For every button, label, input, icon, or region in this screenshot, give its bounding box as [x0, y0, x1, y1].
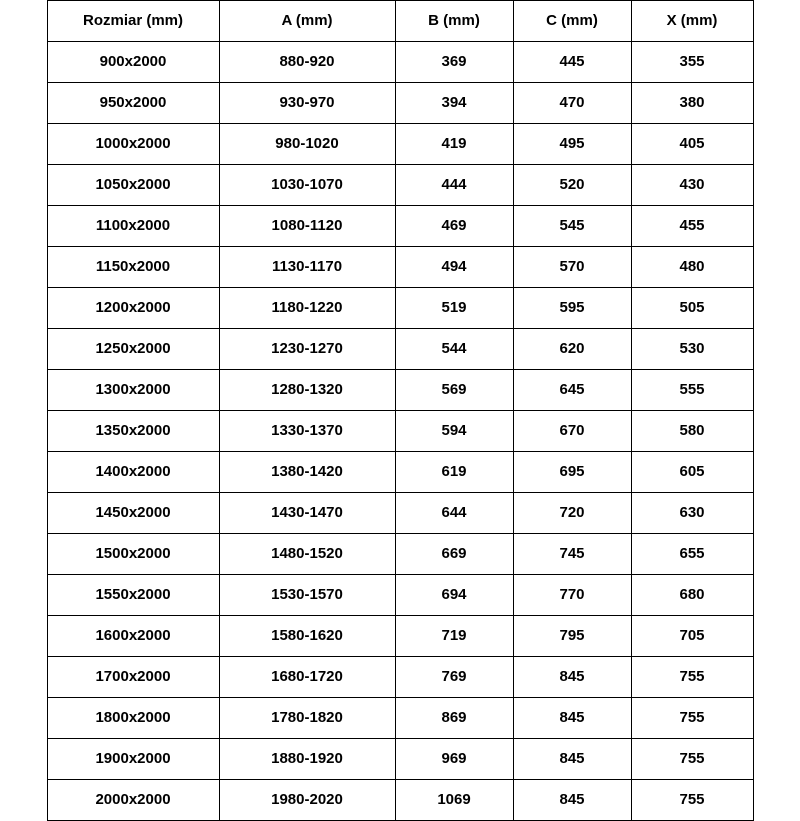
cell-size: 1300x2000 — [47, 370, 219, 411]
table-row — [47, 247, 753, 288]
cell-x: 455 — [631, 206, 753, 247]
table-row — [47, 698, 753, 739]
cell-size: 1150x2000 — [47, 247, 219, 288]
cell-size: 1900x2000 — [47, 739, 219, 780]
column-header-c: C (mm) — [513, 1, 631, 42]
cell-x: 705 — [631, 616, 753, 657]
cell-size: 1800x2000 — [47, 698, 219, 739]
table-row — [47, 124, 753, 165]
cell-x: 755 — [631, 657, 753, 698]
cell-a: 1980-2020 — [219, 780, 395, 821]
table-row — [47, 616, 753, 657]
cell-a: 1530-1570 — [219, 575, 395, 616]
cell-size: 1050x2000 — [47, 165, 219, 206]
cell-c: 720 — [513, 493, 631, 534]
table-body — [47, 42, 753, 821]
cell-b: 369 — [395, 42, 513, 83]
cell-b: 719 — [395, 616, 513, 657]
column-header-a: A (mm) — [219, 1, 395, 42]
table-row — [47, 165, 753, 206]
cell-size: 1450x2000 — [47, 493, 219, 534]
cell-a: 1080-1120 — [219, 206, 395, 247]
cell-x: 530 — [631, 329, 753, 370]
cell-a: 1380-1420 — [219, 452, 395, 493]
dimensions-table — [47, 0, 754, 821]
cell-size: 1600x2000 — [47, 616, 219, 657]
cell-size: 1350x2000 — [47, 411, 219, 452]
cell-c: 445 — [513, 42, 631, 83]
cell-x: 655 — [631, 534, 753, 575]
table-row — [47, 575, 753, 616]
cell-c: 470 — [513, 83, 631, 124]
cell-b: 569 — [395, 370, 513, 411]
cell-c: 845 — [513, 780, 631, 821]
cell-c: 545 — [513, 206, 631, 247]
cell-a: 1130-1170 — [219, 247, 395, 288]
cell-c: 670 — [513, 411, 631, 452]
cell-a: 930-970 — [219, 83, 395, 124]
cell-c: 520 — [513, 165, 631, 206]
table-header-row — [47, 1, 753, 42]
cell-b: 519 — [395, 288, 513, 329]
cell-a: 1230-1270 — [219, 329, 395, 370]
cell-a: 1430-1470 — [219, 493, 395, 534]
cell-a: 1580-1620 — [219, 616, 395, 657]
cell-b: 544 — [395, 329, 513, 370]
cell-c: 795 — [513, 616, 631, 657]
table-row — [47, 329, 753, 370]
cell-c: 695 — [513, 452, 631, 493]
table-row — [47, 370, 753, 411]
cell-b: 494 — [395, 247, 513, 288]
cell-x: 430 — [631, 165, 753, 206]
cell-a: 1330-1370 — [219, 411, 395, 452]
cell-c: 745 — [513, 534, 631, 575]
cell-size: 1400x2000 — [47, 452, 219, 493]
table-row — [47, 452, 753, 493]
table-row — [47, 83, 753, 124]
cell-a: 1030-1070 — [219, 165, 395, 206]
cell-a: 980-1020 — [219, 124, 395, 165]
table-row — [47, 739, 753, 780]
cell-c: 595 — [513, 288, 631, 329]
cell-c: 845 — [513, 698, 631, 739]
cell-b: 619 — [395, 452, 513, 493]
cell-size: 1250x2000 — [47, 329, 219, 370]
cell-b: 669 — [395, 534, 513, 575]
cell-a: 1680-1720 — [219, 657, 395, 698]
column-header-x: X (mm) — [631, 1, 753, 42]
cell-a: 1780-1820 — [219, 698, 395, 739]
table-row — [47, 288, 753, 329]
cell-x: 755 — [631, 698, 753, 739]
cell-x: 680 — [631, 575, 753, 616]
cell-b: 694 — [395, 575, 513, 616]
cell-size: 900x2000 — [47, 42, 219, 83]
cell-x: 605 — [631, 452, 753, 493]
cell-c: 620 — [513, 329, 631, 370]
cell-x: 405 — [631, 124, 753, 165]
cell-x: 380 — [631, 83, 753, 124]
cell-c: 645 — [513, 370, 631, 411]
cell-size: 1700x2000 — [47, 657, 219, 698]
cell-c: 570 — [513, 247, 631, 288]
cell-c: 845 — [513, 739, 631, 780]
cell-x: 755 — [631, 780, 753, 821]
cell-a: 1880-1920 — [219, 739, 395, 780]
cell-x: 355 — [631, 42, 753, 83]
cell-a: 1180-1220 — [219, 288, 395, 329]
cell-c: 845 — [513, 657, 631, 698]
cell-x: 580 — [631, 411, 753, 452]
cell-x: 755 — [631, 739, 753, 780]
cell-x: 480 — [631, 247, 753, 288]
cell-b: 469 — [395, 206, 513, 247]
cell-b: 769 — [395, 657, 513, 698]
table-row — [47, 206, 753, 247]
cell-size: 1200x2000 — [47, 288, 219, 329]
cell-b: 444 — [395, 165, 513, 206]
cell-b: 419 — [395, 124, 513, 165]
cell-b: 394 — [395, 83, 513, 124]
cell-size: 1500x2000 — [47, 534, 219, 575]
cell-size: 1000x2000 — [47, 124, 219, 165]
table-row — [47, 493, 753, 534]
cell-b: 594 — [395, 411, 513, 452]
cell-c: 495 — [513, 124, 631, 165]
cell-b: 869 — [395, 698, 513, 739]
cell-a: 1280-1320 — [219, 370, 395, 411]
cell-x: 630 — [631, 493, 753, 534]
table-row — [47, 780, 753, 821]
column-header-rozmiar: Rozmiar (mm) — [47, 1, 219, 42]
cell-b: 644 — [395, 493, 513, 534]
cell-size: 2000x2000 — [47, 780, 219, 821]
cell-size: 1550x2000 — [47, 575, 219, 616]
cell-a: 1480-1520 — [219, 534, 395, 575]
table-row — [47, 411, 753, 452]
table-header — [47, 1, 753, 42]
cell-b: 1069 — [395, 780, 513, 821]
cell-c: 770 — [513, 575, 631, 616]
table-row — [47, 657, 753, 698]
cell-x: 555 — [631, 370, 753, 411]
column-header-b: B (mm) — [395, 1, 513, 42]
cell-x: 505 — [631, 288, 753, 329]
cell-size: 1100x2000 — [47, 206, 219, 247]
cell-b: 969 — [395, 739, 513, 780]
table-row — [47, 42, 753, 83]
cell-size: 950x2000 — [47, 83, 219, 124]
cell-a: 880-920 — [219, 42, 395, 83]
table-row — [47, 534, 753, 575]
